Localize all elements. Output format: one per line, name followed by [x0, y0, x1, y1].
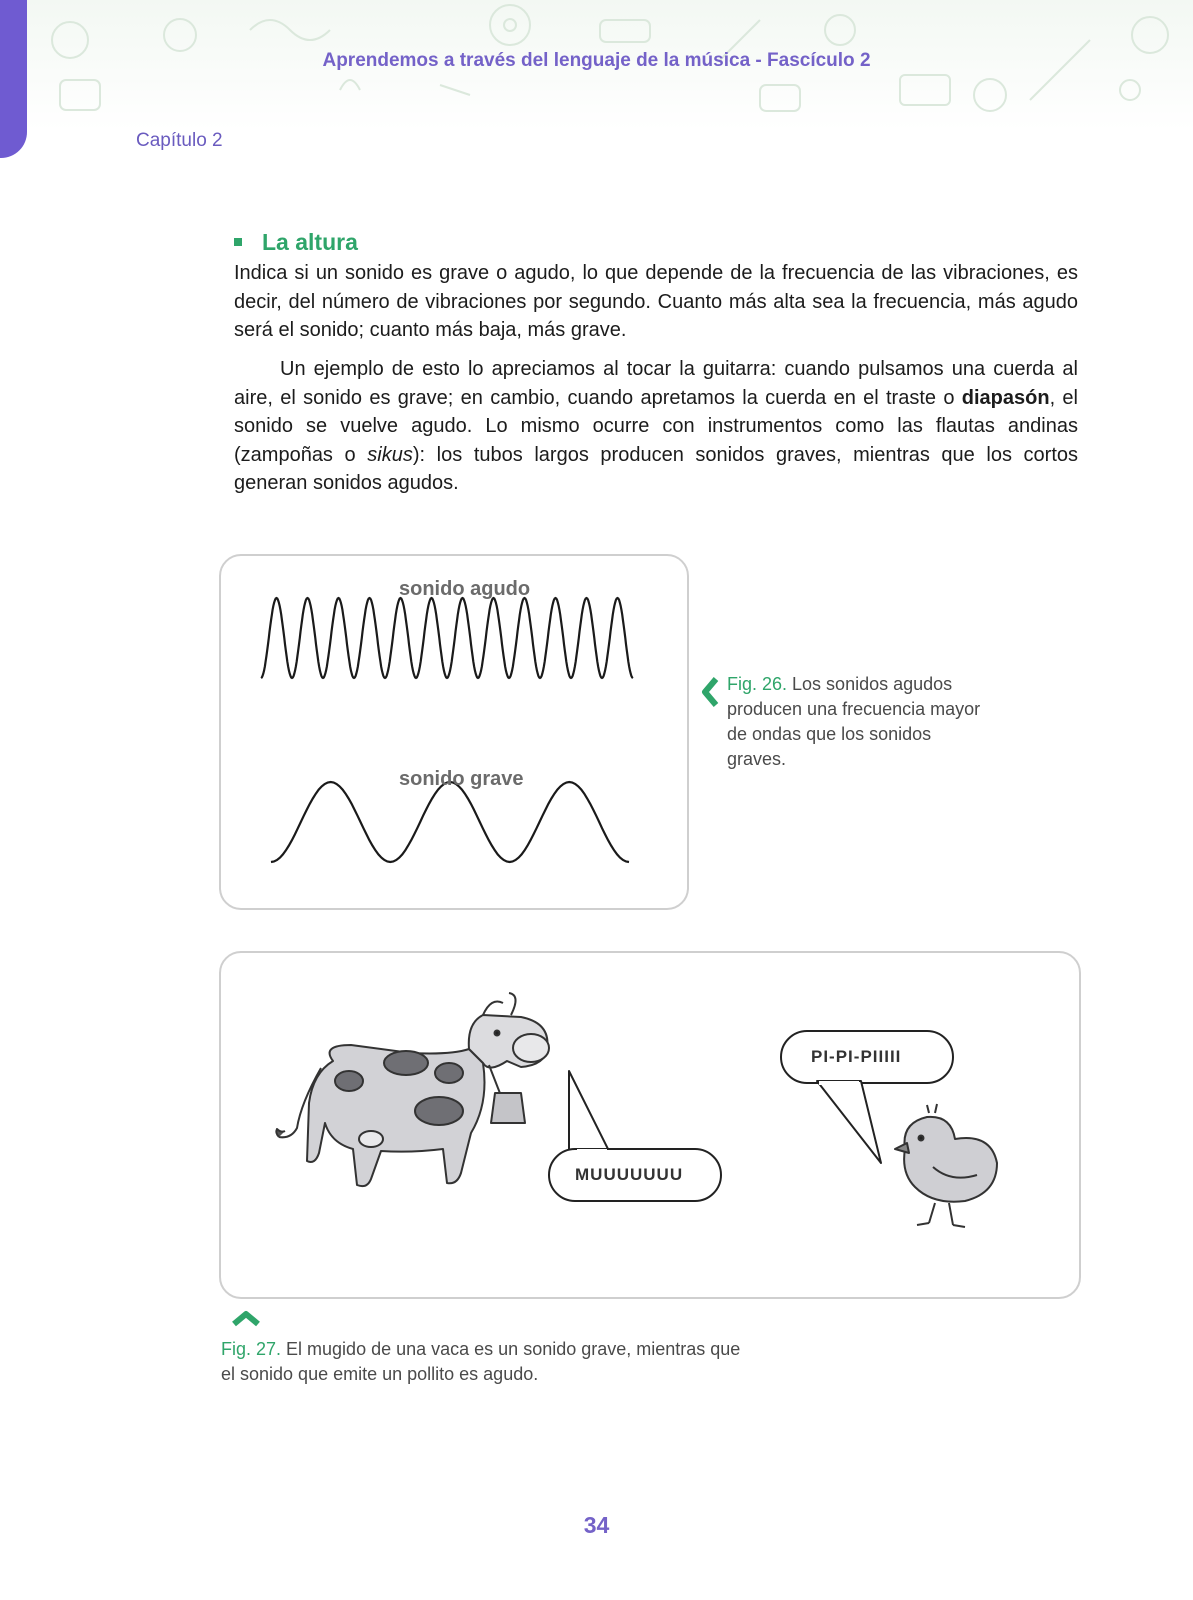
figure-26-box	[219, 554, 689, 910]
chevron-up-icon	[231, 1311, 261, 1327]
section-heading	[234, 229, 358, 256]
figure-26-caption	[727, 672, 987, 772]
cow-speech-text: MUUUUUUU	[575, 1165, 684, 1184]
page-number: 34	[583, 1512, 610, 1538]
chick-speech-text: PI-PI-PIIIII	[811, 1047, 902, 1066]
paragraph-1: Indica si un sonido es grave o agudo, lo que depende de la frecuencia de las vibraciones, es decir, del número de vibraciones por segundo. Cuanto más alta sea la frecuencia, más agudo será el sonido; cuanto más baja, más grave.	[234, 262, 1078, 341]
figure-26-text: Los sonidos agudos producen una frecuencia mayor de ondas que los sonidos graves.	[727, 674, 981, 769]
cow-chick-illustration	[221, 953, 1079, 1297]
wave-diagram	[221, 556, 687, 908]
chevron-left-icon	[700, 676, 720, 708]
figure-27-caption	[221, 1337, 741, 1387]
chick-icon	[895, 1104, 997, 1227]
chapter-label: Capítulo 2	[136, 130, 223, 151]
header-title: Aprendemos a través del lenguaje de la música - Fascículo 2	[322, 50, 871, 71]
low-frequency-wave	[271, 782, 629, 862]
cow-icon	[276, 993, 549, 1186]
high-sound-label: sonido agudo	[399, 578, 531, 600]
paragraph-2-part1: Un ejemplo de esto lo apreciamos al tocar la guitarra: cuando pulsamos una cuerda al aire, el sonido es grave; en cambio, cuando apretamos la cuerda en el traste o	[234, 358, 1078, 409]
paragraph-2-italic: sikus	[367, 443, 413, 466]
paragraph-2-bold: diapasón	[961, 386, 1050, 409]
paragraph-2-part2: , el sonido se vuelve agudo. Lo mismo ocurre con instrumentos como las flautas andinas (zampoñas o	[234, 386, 1078, 466]
bullet-icon	[234, 238, 242, 246]
paragraph-2-part3: ): los tubos largos producen sonidos graves, mientras que los cortos generan sonidos agudos.	[234, 443, 1079, 494]
paragraph-2	[234, 355, 1078, 498]
figure-26-label: Fig. 26.	[727, 674, 788, 694]
figure-27-box	[219, 951, 1081, 1299]
section-heading-text: La altura	[262, 229, 358, 255]
high-frequency-wave	[261, 598, 633, 678]
low-sound-label: sonido grave	[399, 768, 524, 790]
figure-27-text: El mugido de una vaca es un sonido grave, mientras que el sonido que emite un pollito es agudo.	[221, 1339, 741, 1384]
figure-27-label: Fig. 27.	[221, 1339, 282, 1359]
chapter-side-tab	[0, 0, 27, 158]
